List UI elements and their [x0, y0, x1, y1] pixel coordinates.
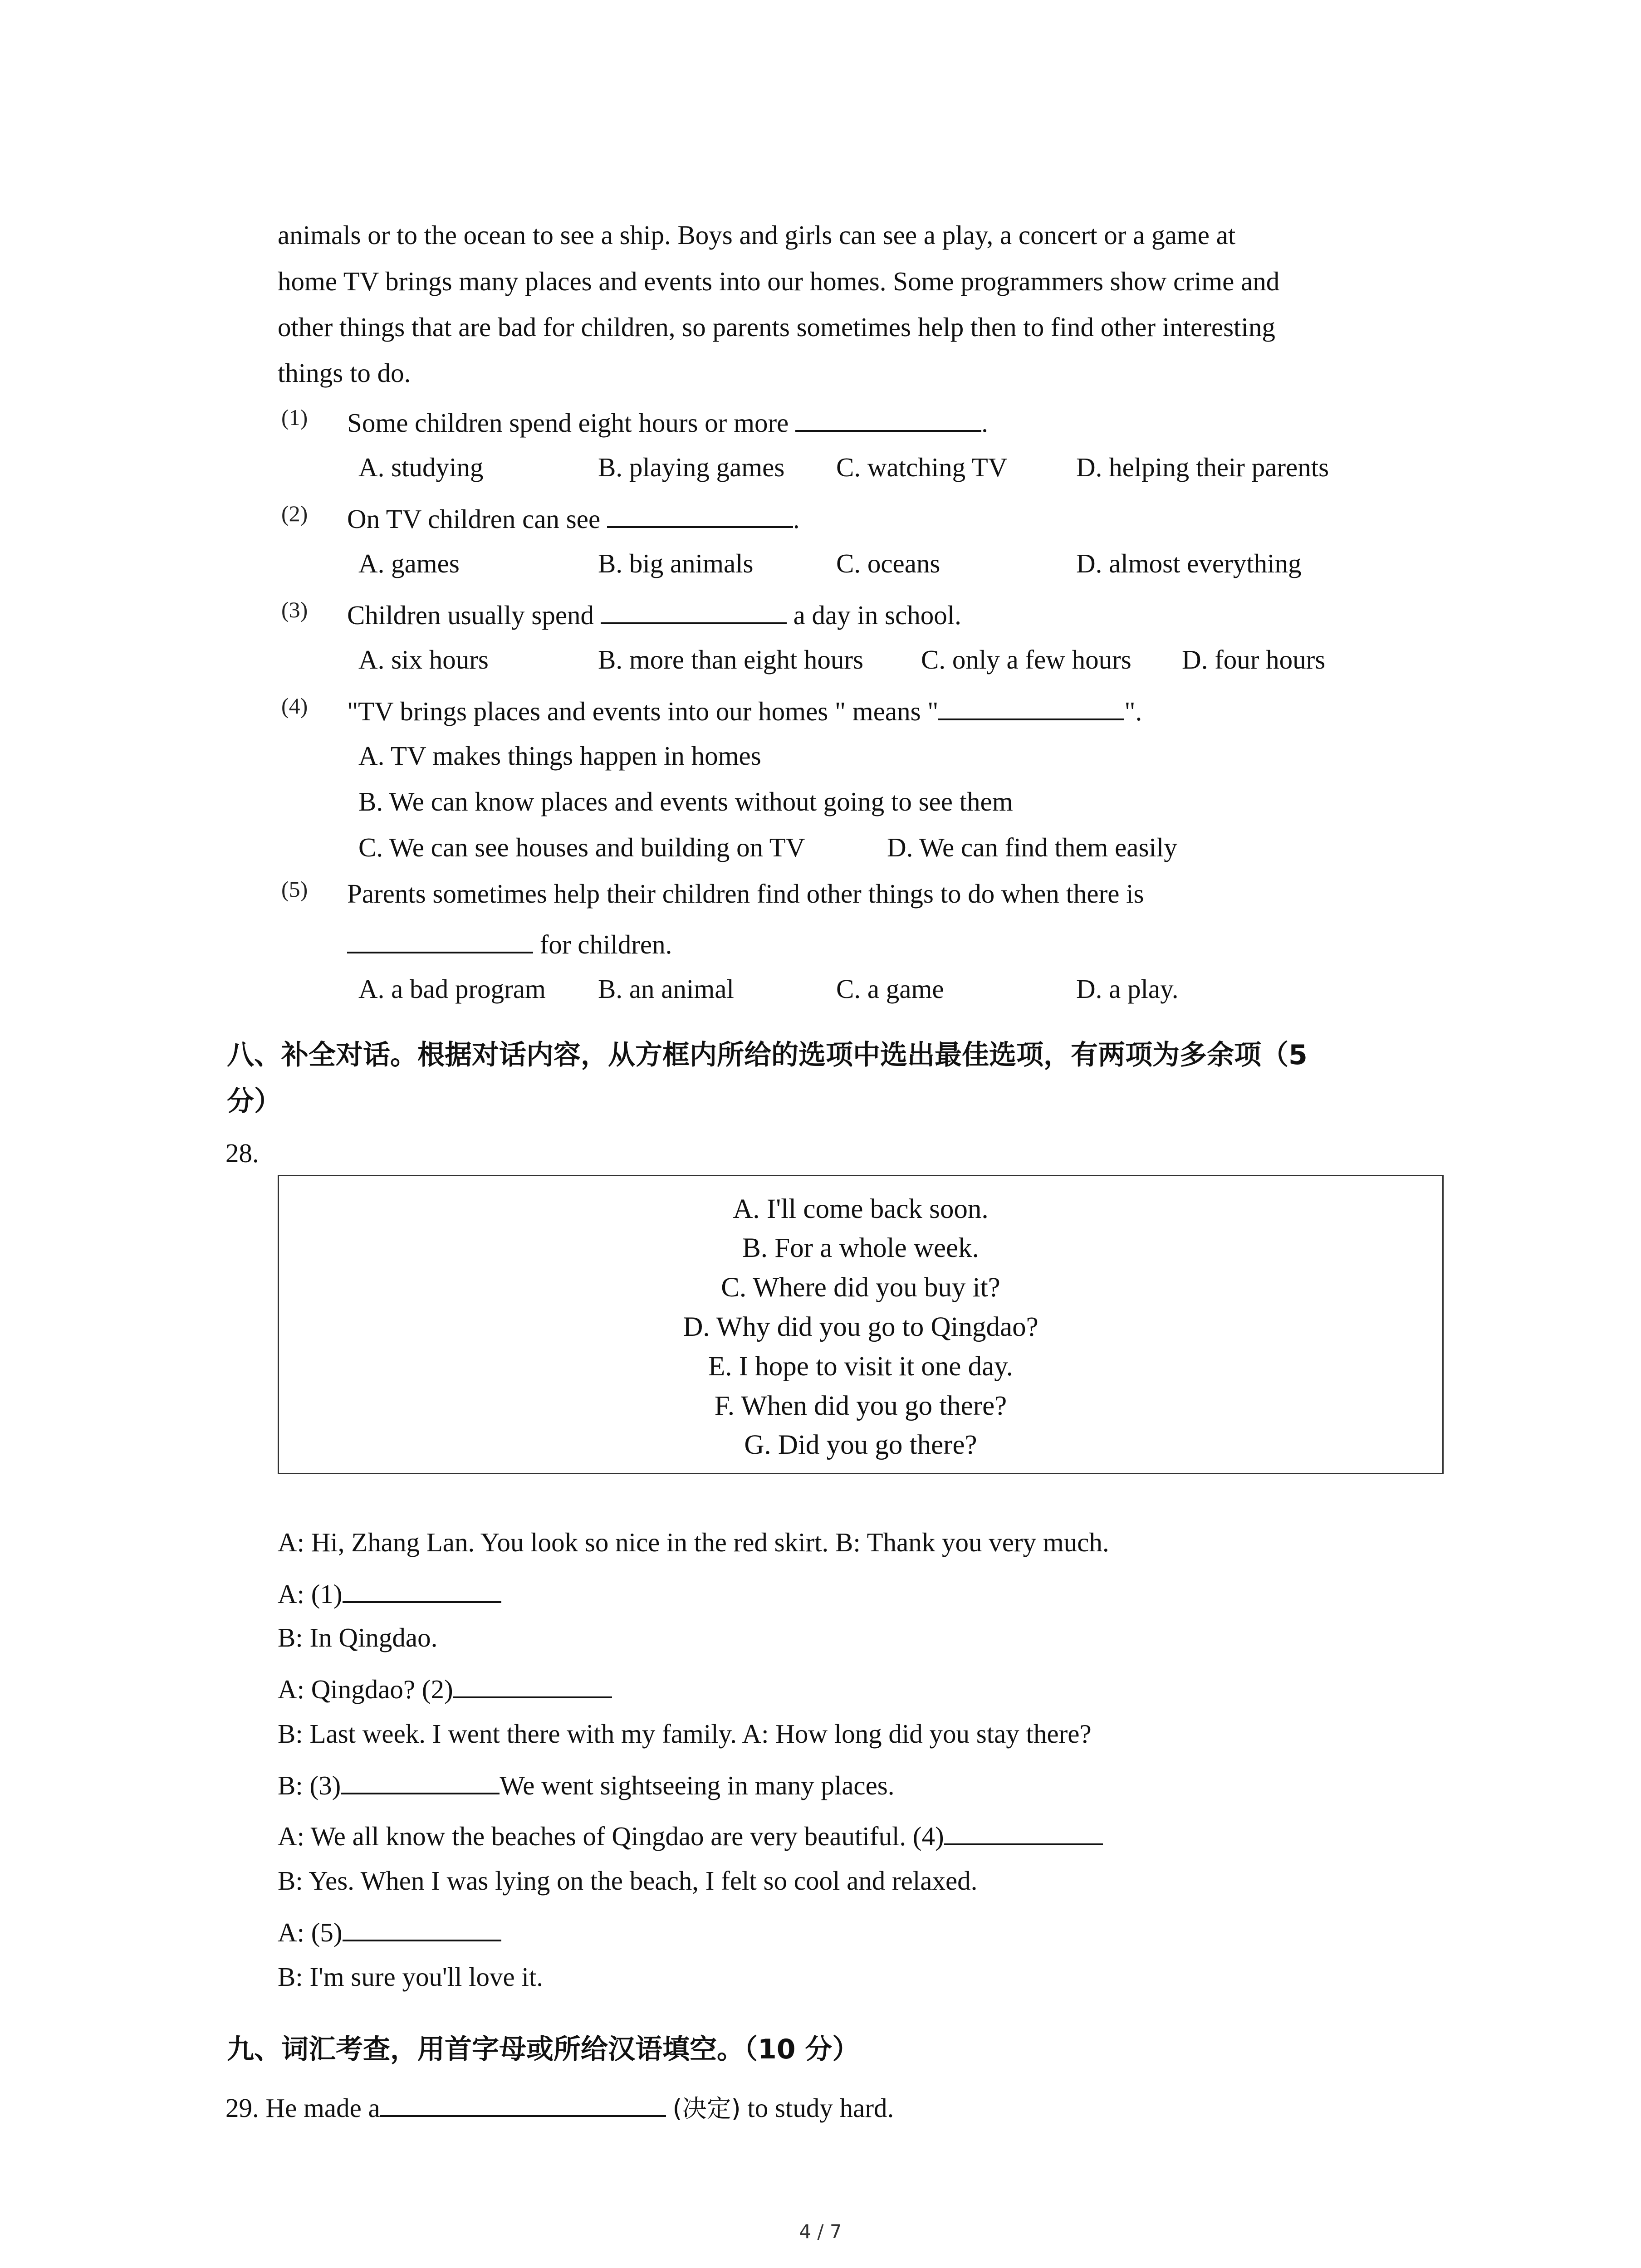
dialogue-blank-5[interactable] [343, 1913, 501, 1941]
option-c[interactable]: C. oceans [836, 548, 941, 578]
stem-text: "TV brings places and events into our homes " means " [347, 696, 939, 726]
section-heading-8-continued: 分） [227, 1085, 281, 1117]
dialogue-line [278, 1817, 1103, 1854]
option-d[interactable]: D. helping their parents [1076, 452, 1329, 482]
question-number: (5) [281, 876, 308, 902]
option-d[interactable]: D. almost everything [1076, 548, 1302, 578]
dialogue-line [278, 1913, 501, 1950]
page-number: 4 / 7 [799, 2220, 842, 2243]
question-stem-continued [347, 925, 672, 963]
question-stem [347, 596, 961, 633]
dialogue-line [278, 1766, 895, 1804]
dialogue-text: A: (5) [278, 1917, 343, 1947]
passage-line: things to do. [278, 358, 411, 388]
option-c[interactable]: C. only a few hours [921, 645, 1132, 675]
stem-text: . [981, 408, 988, 438]
box-option-b: B. For a whole week. [742, 1233, 979, 1263]
dialogue-text: B: Yes. When I was lying on the beach, I felt so cool and relaxed. [278, 1866, 978, 1896]
question-stem [347, 692, 1142, 729]
box-option-e: E. I hope to visit it one day. [708, 1351, 1013, 1382]
dialogue-text: B: I'm sure you'll love it. [278, 1962, 543, 1992]
option-a[interactable]: A. TV makes things happen in homes [358, 741, 761, 771]
stem-text: On TV children can see [347, 504, 607, 534]
options-box [278, 1175, 1444, 1474]
dialogue-blank-2[interactable] [453, 1670, 612, 1698]
box-option-g: G. Did you go there? [744, 1430, 977, 1460]
dialogue-text: A: Qingdao? (2) [278, 1674, 453, 1704]
dialogue-line [278, 1575, 501, 1612]
dialogue-text: B: (3) [278, 1770, 341, 1800]
stem-text: Children usually spend [347, 600, 601, 630]
dialogue-text: B: In Qingdao. [278, 1623, 438, 1652]
option-b[interactable]: B. playing games [598, 452, 785, 482]
dialogue-line [278, 1670, 612, 1707]
section-heading-8: 八、补全对话。根据对话内容，从方框内所给的选项中选出最佳选项，有两项为多余项（5 [227, 1039, 1308, 1071]
dialogue-line [278, 1619, 437, 1656]
question-number: (2) [281, 501, 308, 526]
dialogue-text: A: (1) [278, 1579, 343, 1609]
option-c[interactable]: C. watching TV [836, 452, 1008, 482]
dialogue-text: A: Hi, Zhang Lan. You look so nice in the red skirt. B: Thank you very much. [278, 1527, 1109, 1557]
answer-blank[interactable] [601, 596, 787, 624]
question-number: (3) [281, 597, 308, 622]
option-d[interactable]: D. a play. [1076, 974, 1179, 1004]
option-d[interactable]: D. four hours [1182, 645, 1326, 675]
dialogue-blank-3[interactable] [341, 1766, 500, 1794]
chinese-hint: (决定) [672, 2094, 741, 2123]
dialogue-text: B: Last week. I went there with my family. A: How long did you stay there? [278, 1719, 1092, 1749]
passage-line: other things that are bad for children, so parents sometimes help then to find other interesting [278, 312, 1275, 342]
dialogue-line [278, 1862, 977, 1899]
answer-blank[interactable] [938, 692, 1124, 720]
stem-text: a day in school. [786, 600, 961, 630]
question-number: (1) [281, 405, 308, 430]
dialogue-blank-4[interactable] [944, 1817, 1103, 1845]
box-option-d: D. Why did you go to Qingdao? [683, 1312, 1038, 1342]
box-option-a: A. I'll come back soon. [733, 1194, 989, 1224]
question-number: (4) [281, 693, 308, 719]
box-option-c: C. Where did you buy it? [721, 1272, 1000, 1303]
question-29 [225, 2089, 894, 2127]
option-b[interactable]: B. big animals [598, 548, 754, 578]
question-stem: Parents sometimes help their children find other things to do when there is [347, 879, 1144, 909]
dialogue-text: A: We all know the beaches of Qingdao are very beautiful. (4) [278, 1821, 944, 1851]
option-d[interactable]: D. We can find them easily [887, 832, 1177, 862]
answer-blank[interactable] [347, 925, 533, 953]
passage-line: animals or to the ocean to see a ship. Boys and girls can see a play, a concert or a game at [278, 220, 1236, 250]
dialogue-line [278, 1524, 1109, 1560]
option-c[interactable]: C. a game [836, 974, 944, 1004]
option-c[interactable]: C. We can see houses and building on TV [358, 832, 805, 862]
question-stem [347, 500, 800, 537]
section-heading-9: 九、词汇考查，用首字母或所给汉语填空。（10 分） [227, 2033, 860, 2065]
dialogue-line [278, 1959, 543, 1995]
option-a[interactable]: A. a bad program [358, 974, 546, 1004]
answer-blank[interactable] [607, 500, 793, 528]
question-stem [347, 404, 988, 441]
option-a[interactable]: A. six hours [358, 645, 489, 675]
option-b[interactable]: B. more than eight hours [598, 645, 863, 675]
option-a[interactable]: A. games [358, 548, 460, 578]
stem-text: . [793, 504, 800, 534]
dialogue-text: We went sightseeing in many places. [500, 1770, 895, 1800]
option-b[interactable]: B. an animal [598, 974, 734, 1004]
stem-text: for children. [533, 929, 672, 959]
option-a[interactable]: A. studying [358, 452, 484, 482]
answer-blank-29[interactable] [380, 2089, 666, 2117]
option-b[interactable]: B. We can know places and events without going to see them [358, 787, 1013, 816]
question-number-29: 29. [225, 2093, 259, 2123]
stem-text: ". [1124, 696, 1142, 726]
dialogue-line [278, 1716, 1092, 1752]
box-option-f: F. When did you go there? [714, 1391, 1007, 1421]
answer-blank[interactable] [795, 404, 981, 432]
stem-text: Some children spend eight hours or more [347, 408, 796, 438]
passage-line: home TV brings many places and events into our homes. Some programmers show crime and [278, 266, 1280, 296]
dialogue-blank-1[interactable] [343, 1575, 501, 1603]
question-number-28: 28. [225, 1138, 259, 1168]
stem-text: He made a [265, 2093, 380, 2123]
stem-text: to study hard. [740, 2093, 894, 2123]
